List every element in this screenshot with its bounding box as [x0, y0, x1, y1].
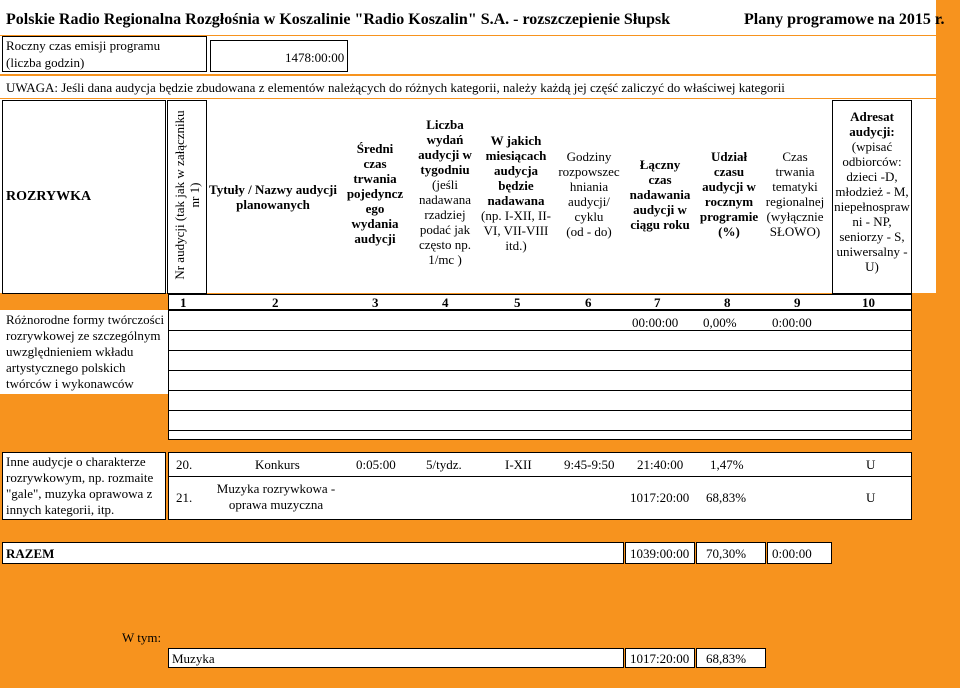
category-title: ROZRYWKA	[6, 189, 92, 204]
annual-label-1: Roczny czas emisji programu	[6, 38, 161, 53]
row-title: Muzyka rozrywkowa - oprawa muzyczna	[216, 481, 336, 512]
row-share: 68,83%	[706, 490, 747, 505]
razem-total: 1039:00:00	[630, 546, 690, 561]
wtym-total: 1017:20:00	[630, 651, 690, 666]
wtym-item: Muzyka	[172, 651, 215, 666]
razem-label: RAZEM	[6, 546, 55, 561]
section1-share: 0,00%	[703, 315, 737, 330]
row-share: 1,47%	[710, 457, 744, 472]
row-hours: 9:45-9:50	[564, 457, 615, 472]
section1-total: 00:00:00	[632, 315, 679, 330]
col-number: 4	[442, 295, 449, 310]
row-count: 5/tydz.	[426, 457, 462, 472]
row-total: 1017:20:00	[630, 490, 690, 505]
table-row: 20.	[176, 457, 193, 472]
warning-note: UWAGA: Jeśli dana audycja będzie zbudowana z elementów należących do różnych kategorii, należy każdą jej część zaliczyć do właściwej kategorii	[6, 80, 785, 95]
plans-title: Plany programowe na 2015 r.	[744, 11, 945, 28]
page-title: Polskie Radio Regionalna Rozgłośnia w Koszalinie "Radio Koszalin" S.A. - rozszczepienie Słupsk	[6, 11, 671, 28]
nr-header: Nr audycji (tak jak w załączniku nr 1)	[172, 110, 202, 280]
col-number: 10	[862, 295, 875, 310]
wtym-label: W tym:	[122, 630, 162, 645]
row-avg: 0:05:00	[356, 457, 396, 472]
wtym-row	[168, 648, 624, 668]
row-address: U	[866, 490, 876, 505]
row-months: I-XII	[505, 457, 532, 472]
col-number: 8	[724, 295, 731, 310]
col-number: 1	[180, 295, 187, 310]
row-address: U	[866, 457, 876, 472]
razem-row	[2, 542, 624, 564]
annual-value: 1478:00:00	[285, 50, 345, 65]
share-header: Udział czasu audycji w rocznym programie (%)	[699, 149, 759, 239]
titles-header: Tytuły / Nazwy audycji planowanych	[209, 182, 337, 212]
col-number: 9	[794, 295, 801, 310]
wtym-share: 68,83%	[706, 651, 747, 666]
col-number: 3	[372, 295, 379, 310]
section1-label: Różnorodne formy twórczości rozrywkowej ze szczególnym uwzględnieniem wkładu artystycznego polskich twórców i wykonawców	[6, 312, 165, 391]
annual-label-2: (liczba godzin)	[6, 55, 85, 70]
section1-regional: 0:00:00	[772, 315, 812, 330]
count-header: Liczba wydań audycji w tygodniu (jeśli nadawana rzadziej podać jak często np. 1/mc )	[418, 117, 472, 267]
section2-label: Inne audycje o charakterze rozrywkowym, np. rozmaite "gale", muzyka oprawowa z innych kategorii, itp.	[6, 454, 154, 517]
months-header: W jakich miesiącach audycja będzie nadawana (np. I-XII, II- VI, VII-VIII itd.)	[480, 133, 552, 253]
total-header: Łączny czas nadawania audycji w ciągu roku	[629, 157, 691, 232]
hours-header: Godziny rozpowszec hniania audycji/ cyklu (od - do)	[558, 149, 620, 239]
avg-duration-header: Średni czas trwania pojedyncz ego wydania audycji	[346, 141, 404, 246]
razem-share: 70,30%	[706, 546, 747, 561]
row-total: 21:40:00	[637, 457, 684, 472]
razem-regional: 0:00:00	[772, 546, 812, 561]
address-header: Adresat audycji: (wpisać odbiorców: dzieci -D, młodzież - M, niepełnospraw ni - NP, seniorzy - S, uniwersalny - U)	[834, 109, 910, 274]
regional-header: Czas trwania tematyki regionalnej (wyłącznie SŁOWO)	[765, 149, 825, 239]
table-row: 21.	[176, 490, 193, 505]
section2-divider	[168, 476, 912, 477]
col-number: 6	[585, 295, 592, 310]
col-number: 7	[654, 295, 661, 310]
col-number: 5	[514, 295, 521, 310]
col-number: 2	[272, 295, 279, 310]
row-title: Konkurs	[255, 457, 300, 472]
